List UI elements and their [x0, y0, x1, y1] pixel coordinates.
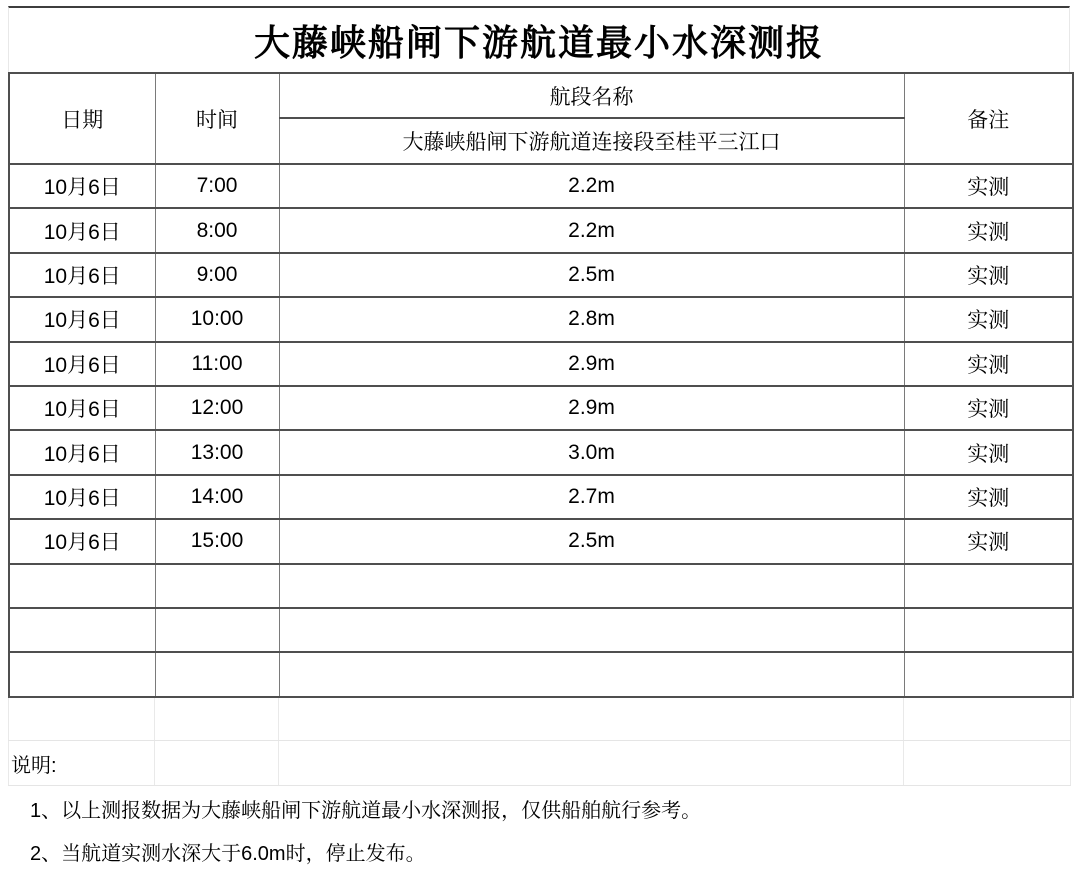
cell-time: 11:00 [155, 342, 279, 386]
table-row [9, 342, 1073, 386]
cell-remark: 实测 [904, 342, 1073, 386]
table-row [9, 253, 1073, 297]
table-row [9, 164, 1073, 208]
cell-time: 12:00 [155, 386, 279, 430]
header-time: 时间 [155, 73, 279, 164]
cell-date: 10月6日 [9, 475, 155, 519]
notes-label: 说明: [11, 755, 57, 777]
cell-remark: 实测 [904, 297, 1073, 341]
cell-depth: 2.5m [279, 253, 904, 297]
report-title-box [8, 6, 1070, 72]
note-text: 2、当航道实测水深大于6.0m时，停止发布。 [30, 843, 426, 865]
faint-gridline [903, 698, 904, 741]
cell-time: 13:00 [155, 430, 279, 474]
table-row [9, 208, 1073, 252]
header-remark: 备注 [904, 73, 1073, 164]
cell-depth: 2.7m [279, 475, 904, 519]
cell-remark: 实测 [904, 208, 1073, 252]
cell-date: 10月6日 [9, 342, 155, 386]
cell-depth: 2.5m [279, 519, 904, 563]
note-text: 1、以上测报数据为大藤峡船闸下游航道最小水深测报，仅供船舶航行参考。 [30, 800, 702, 822]
cell-depth: 2.9m [279, 386, 904, 430]
table-row [9, 475, 1073, 519]
header-section-group: 航段名称 [279, 73, 904, 118]
cell-date: 10月6日 [9, 297, 155, 341]
table-row-empty [9, 608, 1073, 652]
cell-depth: 2.2m [279, 208, 904, 252]
cell-depth: 2.9m [279, 342, 904, 386]
note-item-2 [8, 831, 1071, 872]
cell-depth: 2.2m [279, 164, 904, 208]
cell-time: 10:00 [155, 297, 279, 341]
cell-time: 15:00 [155, 519, 279, 563]
cell-date: 10月6日 [9, 430, 155, 474]
table-row [9, 519, 1073, 563]
table-row-empty [9, 564, 1073, 608]
cell-time: 8:00 [155, 208, 279, 252]
cell-remark: 实测 [904, 475, 1073, 519]
cell-depth: 3.0m [279, 430, 904, 474]
cell-date: 10月6日 [9, 386, 155, 430]
cell-date: 10月6日 [9, 253, 155, 297]
cell-date: 10月6日 [9, 208, 155, 252]
table-row [9, 297, 1073, 341]
cell-date: 10月6日 [9, 164, 155, 208]
notes-section [8, 741, 1071, 786]
cell-remark: 实测 [904, 386, 1073, 430]
note-item-1 [8, 786, 1071, 831]
cell-time: 7:00 [155, 164, 279, 208]
cell-remark: 实测 [904, 164, 1073, 208]
cell-date: 10月6日 [9, 519, 155, 563]
cell-remark: 实测 [904, 253, 1073, 297]
cell-time: 14:00 [155, 475, 279, 519]
page-title: 大藤峡船闸下游航道最小水深测报 [253, 21, 824, 63]
cell-depth: 2.8m [279, 297, 904, 341]
table-row-empty [9, 652, 1073, 697]
cell-time: 9:00 [155, 253, 279, 297]
header-section-name: 大藤峡船闸下游航道连接段至桂平三江口 [279, 118, 904, 164]
depth-report-table [8, 72, 1074, 698]
header-date: 日期 [9, 73, 155, 164]
table-row [9, 430, 1073, 474]
table-row [9, 386, 1073, 430]
cell-remark: 实测 [904, 430, 1073, 474]
cell-remark: 实测 [904, 519, 1073, 563]
